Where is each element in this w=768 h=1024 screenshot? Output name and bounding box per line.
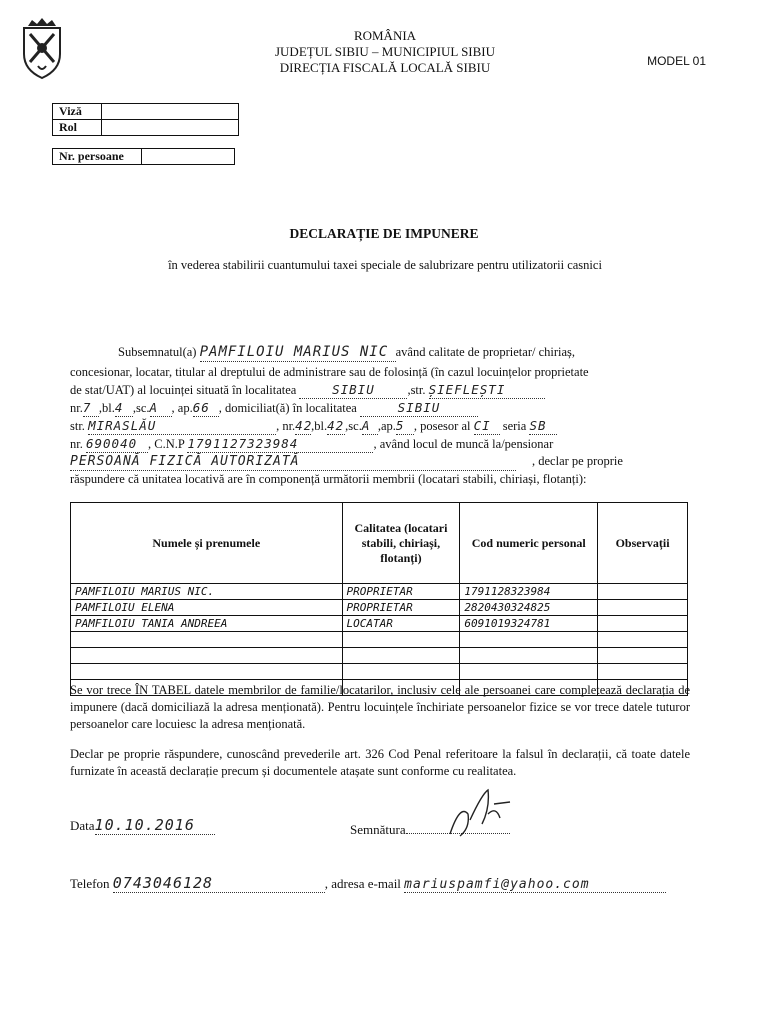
viza-field[interactable] (102, 104, 239, 120)
table-row (71, 664, 688, 680)
declarant-info (70, 344, 690, 488)
act-value[interactable]: CI (474, 417, 500, 435)
header-observatii: Observații (598, 503, 688, 584)
member-notes-cell[interactable] (598, 632, 688, 648)
cnp-label: , C.N.P (147, 437, 185, 451)
coat-of-arms-icon (18, 16, 66, 80)
nr-1-value[interactable]: 7 (83, 399, 99, 417)
member-cnp-cell[interactable] (460, 648, 598, 664)
bl-label: ,bl. (98, 401, 115, 415)
telefon-label: Telefon (70, 876, 110, 891)
localitate-2-value[interactable]: SIBIU (360, 399, 478, 417)
seria-label: seria (502, 419, 527, 433)
nr-act-value[interactable]: 690040 (86, 435, 148, 453)
sc-2-value[interactable]: A (362, 417, 378, 435)
handwritten-signature (430, 784, 520, 844)
sc-2-label: ,sc. (345, 419, 362, 433)
nr-3-label: nr. (70, 437, 83, 451)
declar-label: , declar pe proprie (532, 454, 623, 468)
member-notes-cell[interactable] (598, 664, 688, 680)
localitate-label: de stat/UAT) al locuinței situată în localitatea (70, 383, 297, 397)
date-label: Data (70, 818, 95, 833)
member-cnp-cell[interactable]: 1791128323984 (460, 584, 598, 600)
table-row (71, 648, 688, 664)
member-cnp-cell[interactable]: 2820430324825 (460, 600, 598, 616)
cnp-value[interactable]: 1791127323984 (187, 435, 373, 453)
sc-label: ,sc. (132, 401, 150, 415)
ap-label: , ap. (171, 401, 193, 415)
declaration-statement: Declar pe proprie răspundere, cunoscând prevederile art. 326 Cod Penal referitoare la falsul în declarații, că toate datele furnizate în această declarație precum și documentele atașate sunt conforme cu realitatea. (70, 747, 690, 778)
member-quality-cell[interactable] (342, 648, 460, 664)
nr-persoane-field[interactable] (142, 149, 235, 165)
loc-munca-label: , având locul de muncă la/pensionar (373, 437, 554, 451)
member-notes-cell[interactable] (598, 648, 688, 664)
signature-label: Semnătura (350, 822, 406, 837)
ap-1-value[interactable]: 66 (193, 399, 219, 417)
table-header-row (71, 503, 688, 584)
institution-header (150, 28, 620, 76)
date-value[interactable]: 10.10.2016 (95, 816, 215, 835)
member-name-cell[interactable] (71, 664, 343, 680)
member-notes-cell[interactable] (598, 616, 688, 632)
bl-1-value[interactable]: 4 (115, 399, 133, 417)
member-name-cell[interactable] (71, 648, 343, 664)
document-title: DECLARAȚIE DE IMPUNERE (289, 226, 479, 241)
member-name-cell[interactable]: PAMFILOIU MARIUS NIC. (71, 584, 343, 600)
sc-1-value[interactable]: A (150, 399, 172, 417)
member-notes-cell[interactable] (598, 600, 688, 616)
member-quality-cell[interactable] (342, 664, 460, 680)
email-value[interactable]: mariuspamfi@yahoo.com (404, 877, 666, 893)
domiciliat-label: , domiciliat(ă) în localitatea (218, 401, 357, 415)
nr-2-value[interactable]: 42 (295, 418, 313, 433)
nr-label: nr. (70, 401, 83, 415)
member-quality-cell[interactable]: PROPRIETAR (342, 584, 460, 600)
header-calitatea: Calitatea (locatari stabili, chiriași, flotanți) (342, 503, 460, 584)
bl-2-value[interactable]: 42 (327, 418, 345, 433)
member-quality-cell[interactable] (342, 632, 460, 648)
document-subtitle: în vederea stabilirii cuantumului taxei speciale de salubrizare pentru utilizatorii casnici (168, 258, 602, 272)
str-label: ,str. (407, 383, 426, 397)
email-label: , adresa e-mail (324, 876, 401, 891)
form-line-2: concesionar, locatar, titular al dreptului de administrare sau de folosință (în cazul locuințelor proprietate (70, 365, 589, 379)
member-quality-cell[interactable]: PROPRIETAR (342, 600, 460, 616)
posesor-label: , posesor al (413, 419, 471, 433)
bl-2-label: ,bl. (311, 419, 328, 433)
str-2-label: str. (70, 419, 85, 433)
telefon-value[interactable]: 0743046128 (113, 874, 325, 893)
model-label: MODEL 01 (647, 54, 706, 68)
localitate-1-value[interactable]: SIBIU (299, 381, 407, 399)
member-cnp-cell[interactable] (460, 664, 598, 680)
declarant-name[interactable]: PAMFILOIU MARIUS NIC (200, 344, 396, 362)
date-row (70, 816, 215, 835)
header-cnp: Cod numeric personal (460, 503, 598, 584)
header-nume: Numele și prenumele (71, 503, 343, 584)
member-name-cell[interactable]: PAMFILOIU ELENA (71, 600, 343, 616)
member-cnp-cell[interactable]: 6091019324781 (460, 616, 598, 632)
contact-row (70, 874, 666, 893)
ap-2-value[interactable]: 5 (396, 417, 414, 435)
nr-2-label: , nr. (276, 419, 296, 433)
header-country: ROMÂNIA (353, 28, 417, 43)
strada-2-value[interactable]: MIRASLĂU (88, 417, 276, 435)
raspundere-text: răspundere că unitatea locativă are în componență următorii membrii (locatari stabili, chiriași, flotanți): (70, 472, 587, 486)
members-table (70, 502, 688, 696)
instructions-note: Se vor trece ÎN TABEL datele membrilor de familie/locatarilor, inclusiv cele ale persoanei care completează declarația de impunere (dacă domiciliază la adresa menționată). Pentru locuințele închiriate persoanelor fizice se vor trece datele tuturor persoanelor care locuiesc la adresa menționată. (70, 683, 690, 731)
rol-field[interactable] (102, 120, 239, 136)
subsemnatul-label: Subsemnatul(a) (118, 345, 197, 359)
table-row (71, 616, 688, 632)
member-name-cell[interactable] (71, 632, 343, 648)
header-directorate: DIRECȚIA FISCALĂ LOCALĂ SIBIU (279, 60, 491, 75)
strada-1-value[interactable]: ȘIEFLEȘTI (429, 381, 545, 399)
nr-persoane-label: Nr. persoane (53, 149, 142, 165)
table-row (71, 584, 688, 600)
member-notes-cell[interactable] (598, 584, 688, 600)
viza-label: Viză (53, 104, 102, 120)
nr-persoane-box (52, 148, 235, 165)
rol-label: Rol (53, 120, 102, 136)
member-name-cell[interactable]: PAMFILOIU TANIA ANDREEA (71, 616, 343, 632)
member-cnp-cell[interactable] (460, 632, 598, 648)
table-row (71, 600, 688, 616)
member-quality-cell[interactable]: LOCATAR (342, 616, 460, 632)
table-row (71, 632, 688, 648)
loc-munca-value[interactable]: PERSOANĂ FIZICĂ AUTORIZATĂ (70, 453, 516, 471)
seria-value[interactable]: SB (529, 417, 557, 435)
ap-2-label: ,ap. (377, 419, 396, 433)
header-county: JUDEȚUL SIBIU – MUNICIPIUL SIBIU (274, 44, 496, 59)
viza-rol-box (52, 103, 239, 136)
avand-label: având calitate de proprietar/ chiriaș, (395, 345, 576, 359)
